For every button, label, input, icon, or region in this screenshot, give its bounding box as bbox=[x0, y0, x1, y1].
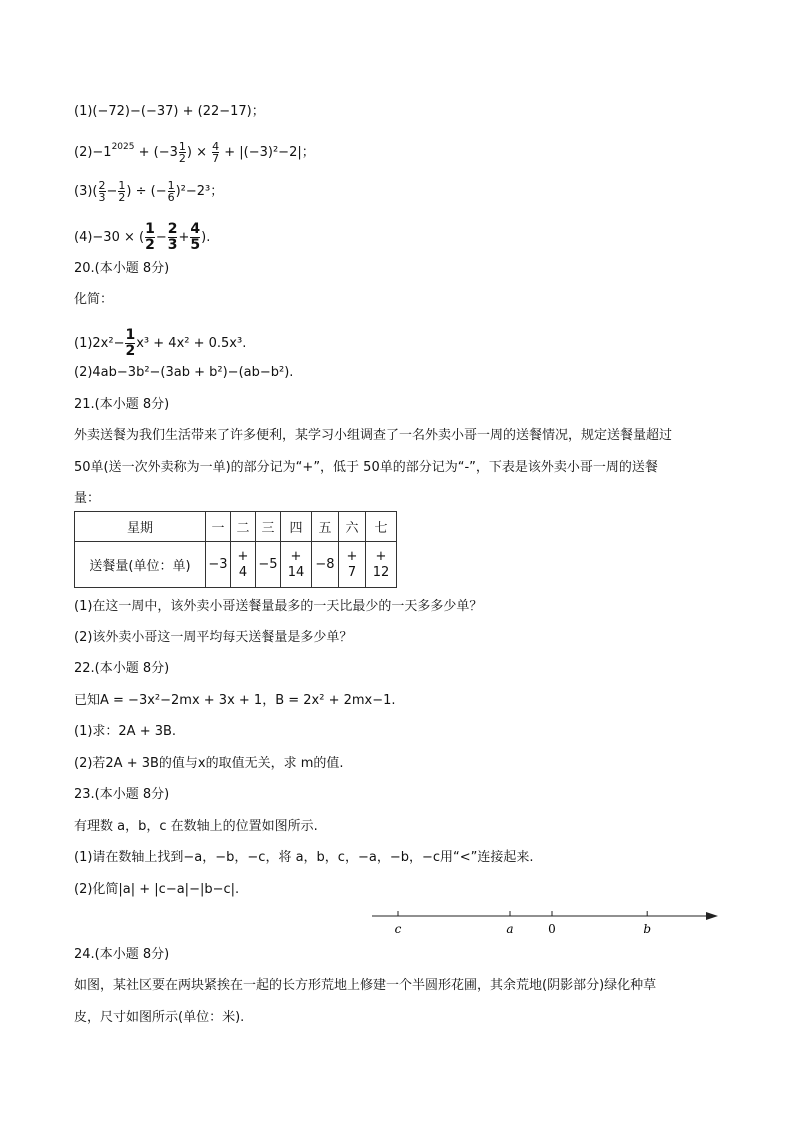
table-day: 三 bbox=[256, 512, 281, 542]
numerator: 1 bbox=[178, 140, 186, 153]
table-value-row bbox=[75, 542, 397, 588]
fraction bbox=[212, 141, 219, 164]
q24-text-line1: 如图，某社区要在两块紧挨在一起的长方形荒地上修建一个半圆形花圃，其余荒地(阴影部分)绿化种草 bbox=[74, 978, 657, 993]
delivery-table bbox=[74, 511, 397, 588]
q21-text-line3: 量： bbox=[74, 491, 101, 506]
table-day: 五 bbox=[312, 512, 339, 542]
q19-part4-tail: ). bbox=[201, 230, 211, 245]
table-day: 二 bbox=[231, 512, 256, 542]
q19-part2-tail: + |(−3)²−2|； bbox=[220, 145, 315, 160]
q21-header: 21.(本小题 8分) bbox=[74, 397, 170, 412]
table-row-label: 送餐量(单位：单) bbox=[75, 542, 206, 588]
q19-part4-prefix: (4)−30 × ( bbox=[74, 230, 145, 245]
number-line-label: c bbox=[394, 922, 402, 936]
q24-header: 24.(本小题 8分) bbox=[74, 947, 170, 962]
table-cell: + 12 bbox=[366, 542, 397, 588]
denominator: 2 bbox=[178, 152, 186, 165]
table-cell: −3 bbox=[206, 542, 231, 588]
q20-intro: 化简： bbox=[74, 292, 114, 307]
table-header-label: 星期 bbox=[75, 512, 206, 542]
number-line-label: a bbox=[506, 922, 514, 936]
number-line-label: b bbox=[643, 922, 652, 936]
q19-part3 bbox=[74, 180, 223, 203]
fraction bbox=[145, 222, 155, 253]
q19-part2-mid2: ) × bbox=[186, 145, 212, 160]
q19-part1: (1)(−72)−(−37) + (22−17)； bbox=[74, 104, 265, 119]
q19-part3-prefix: (3)( bbox=[74, 184, 98, 199]
denominator: 2 bbox=[145, 237, 155, 253]
table-cell: −8 bbox=[312, 542, 339, 588]
fraction bbox=[179, 141, 186, 164]
numerator: 4 bbox=[190, 221, 201, 237]
q19-part2-mid1: + (−3 bbox=[134, 145, 178, 160]
table-day: 六 bbox=[339, 512, 366, 542]
q19-part2-prefix: (2)−1 bbox=[74, 145, 112, 160]
q22-header: 22.(本小题 8分) bbox=[74, 661, 170, 676]
q23-header: 23.(本小题 8分) bbox=[74, 787, 170, 802]
q22-part1: (1)求：2A + 3B. bbox=[74, 724, 177, 739]
fraction bbox=[125, 328, 135, 359]
table-day: 四 bbox=[281, 512, 312, 542]
denominator: 7 bbox=[212, 152, 220, 165]
fraction bbox=[190, 222, 200, 253]
q19-part3-mid: ) ÷ (− bbox=[126, 184, 167, 199]
denominator: 3 bbox=[167, 237, 178, 253]
q21-text-line2: 50单(送一次外卖称为一单)的部分记为“+”，低于 50单的部分记为“-”，下表是该外卖小哥一周的送餐 bbox=[74, 460, 658, 475]
q19-part2-exponent: 2025 bbox=[111, 142, 135, 152]
q23-intro: 有理数 a，b，c 在数轴上的位置如图所示. bbox=[74, 819, 318, 834]
q19-part3-tail: )²−2³； bbox=[175, 184, 224, 199]
table-cell: + 4 bbox=[231, 542, 256, 588]
numerator: 2 bbox=[98, 179, 106, 192]
fraction bbox=[168, 222, 178, 253]
number-line-label: 0 bbox=[548, 922, 556, 936]
numerator: 1 bbox=[145, 221, 155, 237]
q20-header: 20.(本小题 8分) bbox=[74, 261, 170, 276]
q22-given: 已知A = −3x²−2mx + 3x + 1，B = 2x² + 2mx−1. bbox=[74, 693, 396, 708]
numerator: 1 bbox=[125, 327, 136, 343]
q21-part1: (1)在这一周中，该外卖小哥送餐量最多的一天比最少的一天多多少单？ bbox=[74, 599, 483, 614]
denominator: 2 bbox=[125, 343, 136, 359]
table-header-row bbox=[75, 512, 397, 542]
plus-sign: + bbox=[178, 230, 190, 245]
q20-part1-prefix: (1)2x²− bbox=[74, 336, 125, 351]
table-day: 一 bbox=[206, 512, 231, 542]
q20-part1-tail: x³ + 4x² + 0.5x³. bbox=[136, 336, 247, 351]
denominator: 5 bbox=[190, 237, 201, 253]
denominator: 3 bbox=[98, 191, 106, 204]
numerator: 1 bbox=[167, 179, 175, 192]
q21-text-line1: 外卖送餐为我们生活带来了许多便利，某学习小组调查了一名外卖小哥一周的送餐情况，规定送餐量超过 bbox=[74, 428, 673, 443]
number-line bbox=[370, 905, 722, 941]
minus-sign: − bbox=[106, 184, 118, 199]
fraction bbox=[118, 180, 125, 203]
q19-part2 bbox=[74, 138, 315, 164]
q23-part2: (2)化简|a| + |c−a|−|b−c|. bbox=[74, 882, 240, 897]
fraction bbox=[99, 180, 106, 203]
numerator: 2 bbox=[167, 221, 178, 237]
table-cell: + 14 bbox=[281, 542, 312, 588]
q24-text-line2: 皮，尺寸如图所示(单位：米). bbox=[74, 1010, 245, 1025]
table-cell: −5 bbox=[256, 542, 281, 588]
numerator: 4 bbox=[212, 140, 220, 153]
table-day: 七 bbox=[366, 512, 397, 542]
table-cell: + 7 bbox=[339, 542, 366, 588]
minus-sign: − bbox=[155, 230, 167, 245]
denominator: 6 bbox=[167, 191, 175, 204]
numerator: 1 bbox=[118, 179, 126, 192]
q23-part1: (1)请在数轴上找到−a，−b，−c，将 a，b，c，−a，−b，−c用“<”连接起来. bbox=[74, 850, 534, 865]
q22-part2: (2)若2A + 3B的值与x的取值无关，求 m的值. bbox=[74, 756, 344, 771]
fraction bbox=[168, 180, 175, 203]
arrow-icon bbox=[706, 912, 718, 920]
q20-part2: (2)4ab−3b²−(3ab + b²)−(ab−b²). bbox=[74, 365, 294, 380]
q19-part4 bbox=[74, 222, 210, 253]
q21-part2: (2)该外卖小哥这一周平均每天送餐量是多少单？ bbox=[74, 630, 353, 645]
denominator: 2 bbox=[118, 191, 126, 204]
q20-part1 bbox=[74, 328, 246, 359]
